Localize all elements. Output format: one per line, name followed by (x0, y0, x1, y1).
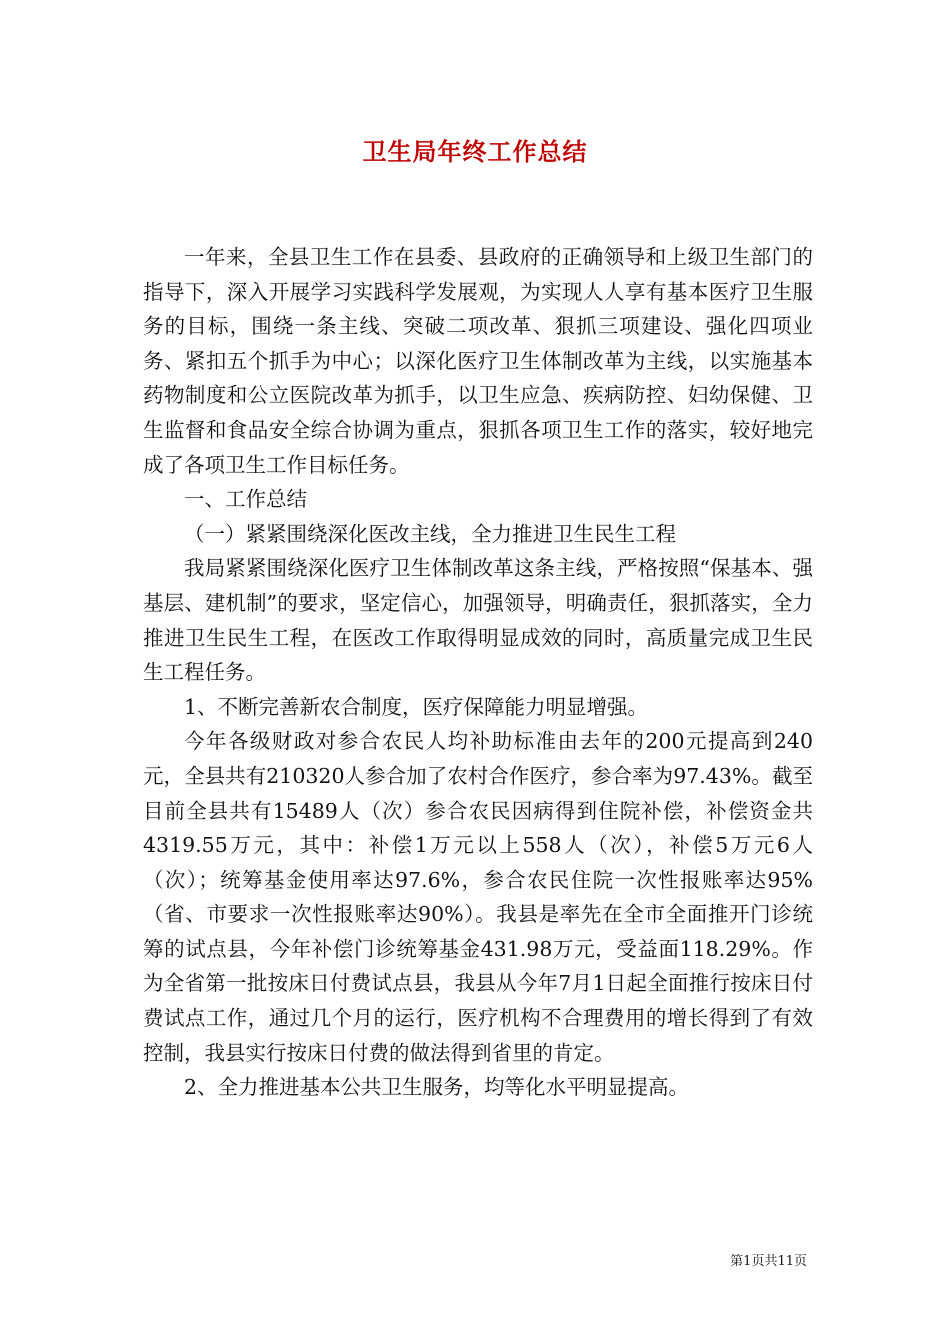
intro-paragraph: 一年来，全县卫生工作在县委、县政府的正确领导和上级卫生部门的指导下，深入开展学习实践科学发展观，为实现人人享有基本医疗卫生服务的目标，围绕一条主线、突破二项改革、狠抓三项建设、强化四项业务、紧扣五个抓手为中心；以深化医疗卫生体制改革为主线，以实施基本药物制度和公立医院改革为抓手，以卫生应急、疾病防控、妇幼保健、卫生监督和食品安全综合协调为重点，狠抓各项卫生工作的落实，较好地完成了各项卫生工作目标任务。 (143, 245, 813, 477)
document-title: 卫生局年终工作总结 (362, 138, 588, 166)
numbered-heading: 2、全力推进基本公共卫生服务，均等化水平明显提高。 (184, 1075, 690, 1100)
document-body (143, 240, 813, 1105)
numbered-heading: 1、不断完善新农合制度，医疗保障能力明显增强。 (184, 694, 649, 719)
subsection-heading: （一）紧紧围绕深化医改主线，全力推进卫生民生工程 (184, 521, 676, 546)
body-paragraph: 今年各级财政对参合农民人均补助标准由去年的200元提高到240元，全县共有210320人参合加了农村合作医疗，参合率为97.43%。截至目前全县共有15489人（次）参合农民因病得到住院补偿，补偿资金共4319.55万元，其中：补偿1万元以上558人（次），补偿5万元6人（次）；统筹基金使用率达97.6%，参合农民住院一次性报账率达95%（省、市要求一次性报账率达90%）。我县是率先在全市全面推开门诊统筹的试点县，今年补偿门诊统筹基金431.98万元，受益面118.29%。作为全省第一批按床日付费试点县，我县从今年7月1日起全面推行按床日付费试点工作，通过几个月的运行，医疗机构不合理费用的增长得到了有效控制，我县实行按床日付费的做法得到省里的肯定。 (143, 729, 813, 1065)
page-number: 第1页共11页 (730, 1254, 807, 1269)
body-paragraph: 我局紧紧围绕深化医疗卫生体制改革这条主线，严格按照“保基本、强基层、建机制”的要求，坚定信心，加强领导，明确责任，狠抓落实，全力推进卫生民生工程，在医改工作取得明显成效的同时，高质量完成卫生民生工程任务。 (143, 556, 813, 685)
section-heading: 一、工作总结 (184, 487, 307, 512)
